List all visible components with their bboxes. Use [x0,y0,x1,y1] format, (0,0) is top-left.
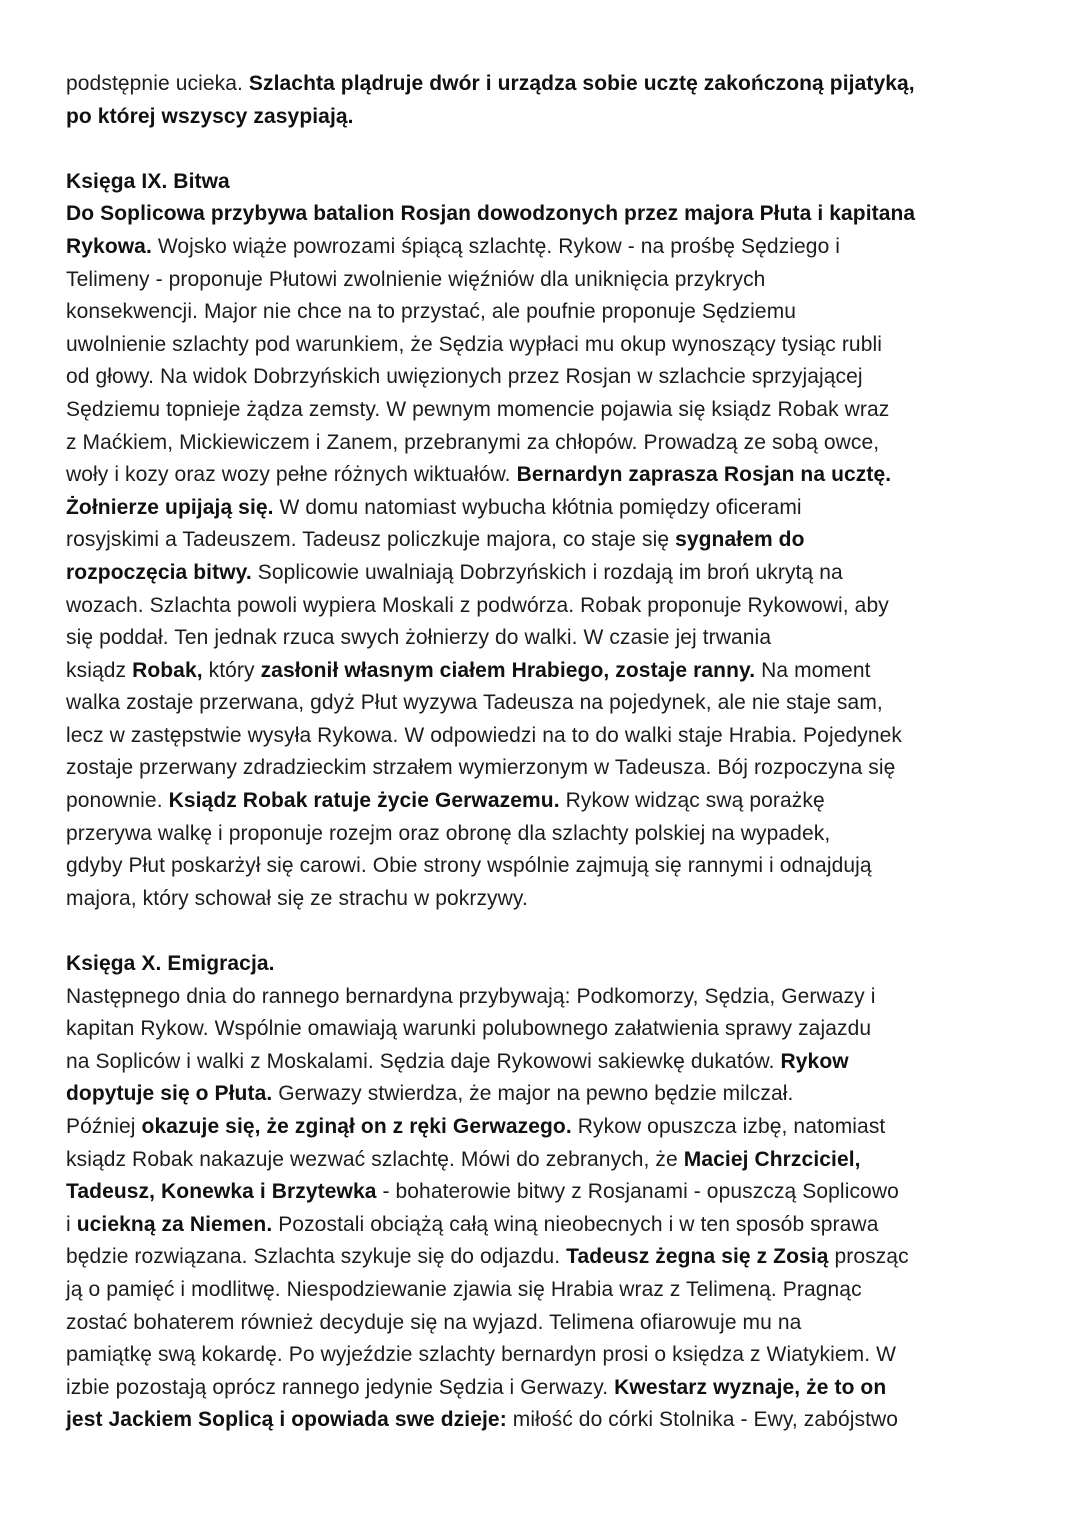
bold-text: rozpoczęcia bitwy. [66,560,252,584]
text-line [66,524,1026,557]
text-run: zostać bohaterem również decyduje się na wyjazd. Telimena ofiarowuje mu na [66,1310,802,1334]
bold-text: zasłonił własnym ciałem Hrabiego, zostaje ranny. [260,658,756,682]
section-book-ix [66,166,1026,916]
document-page [66,68,1026,1437]
paragraph-gap [66,915,1026,948]
text-run: walka zostaje przerwana, gdyż Płut wyzywa Tadeusza na pojedynek, ale nie staje sam, [66,691,883,715]
text-line [66,231,1026,264]
text-line [66,883,1026,916]
text-line [66,329,1026,362]
text-run: izbie pozostają oprócz rannego jedynie Sędzia i Gerwazy. [66,1375,615,1399]
bold-text: dopytuje się o Płuta. [66,1082,273,1106]
bold-text: Żołnierze upijają się. [66,495,274,519]
text-run: podstępnie ucieka. [66,72,249,95]
text-line [66,1339,1026,1372]
text-line [66,720,1026,753]
bold-text: sygnałem do [675,528,805,552]
text-line [66,557,1026,590]
text-line [66,1404,1026,1437]
text-line [66,394,1026,427]
bold-text: Rykow [780,1049,849,1073]
text-run: woły i kozy oraz wozy pełne różnych wiktuałów. [66,463,517,487]
text-line [66,1144,1026,1177]
text-line [66,492,1026,525]
bold-text: Tadeusz żegna się z Zosią [566,1245,829,1269]
text-run: rosyjskimi a Tadeuszem. Tadeusz policzkuje majora, co staje się [66,528,676,552]
text-run: Rykow widząc swą porażkę [559,789,825,813]
text-run: - bohaterowie bitwy z Rosjanami - opuszczą Soplicowo [376,1180,899,1204]
text-run: gdyby Płut poskarżył się carowi. Obie strony wspólnie zajmują się rannymi i odnajdują [66,854,872,878]
bold-text: Robak, [132,658,203,682]
text-run: ją o pamięć i modlitwę. Niespodziewanie zjawia się Hrabia wraz z Telimeną. Pragnąc [66,1277,862,1301]
bold-text: Rykowa. [66,234,152,258]
bold-text: Maciej Chrzciciel, [683,1147,861,1171]
text-line [66,361,1026,394]
text-run: konsekwencji. Major nie chce na to przystać, ale poufnie proponuje Sędziemu [66,300,797,324]
text-run: od głowy. Na widok Dobrzyńskich uwięzionych przez Rosjan w szlachcie sprzyjającej [66,365,863,389]
intro-paragraph [66,68,1026,133]
bold-text: uciekną za Niemen. [76,1212,273,1236]
text-line [66,818,1026,851]
text-line [66,459,1026,492]
text-run: miłość do córki Stolnika - Ewy, zabójstwo [506,1408,899,1432]
text-line [66,1274,1026,1307]
section-book-x [66,948,1026,1437]
text-line [66,1078,1026,1111]
text-line [66,622,1026,655]
text-run: przerywa walkę i proponuje rozejm oraz obronę dla szlachty polskiej na wypadek, [66,821,831,845]
text-run: prosząc [828,1245,909,1269]
text-run: lecz w zastępstwie wysyła Rykowa. W odpowiedzi na to do walki staje Hrabia. Pojedynek [66,723,903,747]
text-run: Wojsko wiąże powrozami śpiącą szlachtę. Rykow - na prośbę Sędziego i [151,234,841,258]
text-line [66,1372,1026,1405]
bold-text: Szlachta plądruje dwór i urządza sobie ucztę zakończoną pijatyką, [248,72,915,95]
text-line [66,1241,1026,1274]
section-body [66,198,1026,915]
text-run: majora, który schował się ze strachu w pokrzywy. [66,886,528,910]
text-run: który [202,658,261,682]
text-line [66,296,1026,329]
text-run: ponownie. [66,789,169,813]
section-body [66,981,1026,1437]
text-run: ksiądz Robak nakazuje wezwać szlachtę. Mówi do zebranych, że [66,1147,684,1171]
text-run: pamiątkę swą kokardę. Po wyjeździe szlachty bernardyn prosi o księdza z Wiatykiem. W [66,1343,897,1367]
text-line [66,687,1026,720]
text-line [66,68,1026,101]
bold-text: okazuje się, że zginął on z ręki Gerwazego. [141,1115,572,1138]
text-run: będzie rozwiązana. Szlachta szykuje się do odjazdu. [66,1245,567,1269]
bold-text: Bernardyn zaprasza Rosjan na ucztę. [516,463,892,487]
text-line [66,1111,1026,1144]
text-line [66,264,1026,297]
text-run: z Maćkiem, Mickiewiczem i Zanem, przebranymi za chłopów. Prowadzą ze sobą owce, [66,430,880,454]
text-line [66,752,1026,785]
text-run: Rykow opuszcza izbę, natomiast [571,1115,886,1138]
bold-text: Kwestarz wyznaje, że to on [614,1375,887,1399]
text-line [66,427,1026,460]
text-line [66,198,1026,231]
text-line [66,981,1026,1014]
text-run: wozach. Szlachta powoli wypiera Moskali z podwórza. Robak proponuje Rykowowi, aby [66,593,889,617]
text-run: Później [66,1115,142,1138]
text-run: kapitan Rykow. Wspólnie omawiają warunki polubownego załatwienia sprawy zajazdu [66,1017,872,1041]
text-run: na Sopliców i walki z Moskalami. Sędzia daje Rykowowi sakiewkę dukatów. [66,1049,781,1073]
text-line [66,1307,1026,1340]
text-line [66,1046,1026,1079]
text-line [66,1176,1026,1209]
text-run: Pozostali obciążą całą winą nieobecnych i w ten sposób sprawa [272,1212,879,1236]
text-line [66,850,1026,883]
bold-text: jest Jackiem Soplicą i opowiada swe dzieje: [66,1408,507,1432]
section-heading: Księga IX. Bitwa [66,169,230,193]
text-run: się poddał. Ten jednak rzuca swych żołnierzy do walki. W czasie jej trwania [66,626,772,650]
text-line [66,101,1026,134]
text-run: ksiądz [66,658,133,682]
text-line [66,1209,1026,1242]
text-run: Telimeny - proponuje Płutowi zwolnienie więźniów dla uniknięcia przykrych [66,267,766,291]
text-run: uwolnienie szlachty pod warunkiem, że Sędzia wypłaci mu okup wynoszący tysiąc rubli [66,332,882,356]
bold-text: Do Soplicowa przybywa batalion Rosjan dowodzonych przez majora Płuta i kapitana [66,202,916,226]
bold-text: Tadeusz, Konewka i Brzytewka [66,1180,377,1204]
text-run: Następnego dnia do rannego bernardyna przybywają: Podkomorzy, Sędzia, Gerwazy i [66,984,876,1008]
text-run: W domu natomiast wybucha kłótnia pomiędzy oficerami [273,495,802,519]
text-run: Sędziemu topnieje żądza zemsty. W pewnym momencie pojawia się ksiądz Robak wraz [66,397,890,421]
text-run: Soplicowie uwalniają Dobrzyńskich i rozdają im broń ukrytą na [251,560,843,584]
text-line [66,1013,1026,1046]
text-line [66,590,1026,623]
section-heading: Księga X. Emigracja. [66,952,275,976]
text-line [66,655,1026,688]
text-run: zostaje przerwany zdradzieckim strzałem wymierzonym w Tadeusza. Bój rozpoczyna się [66,756,896,780]
paragraph-gap [66,133,1026,166]
bold-text: po której wszyscy zasypiają. [66,104,354,128]
text-run: i [66,1212,77,1236]
bold-text: Ksiądz Robak ratuje życie Gerwazemu. [168,789,560,813]
text-run: Na moment [755,658,871,682]
text-run: Gerwazy stwierdza, że major na pewno będzie milczał. [272,1082,794,1106]
text-line [66,785,1026,818]
